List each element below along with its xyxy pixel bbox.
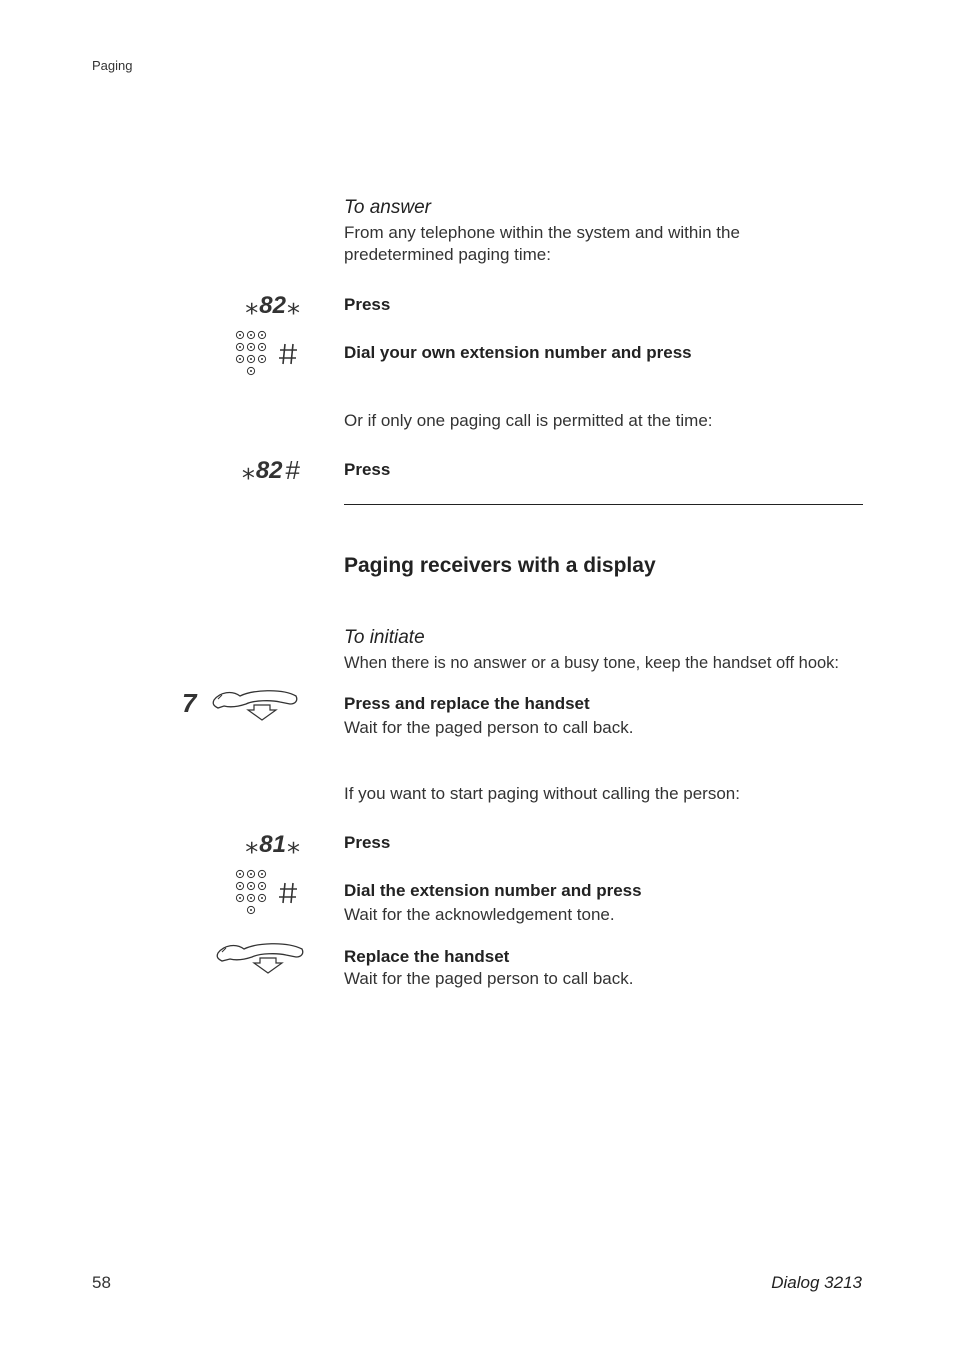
keypad-hash-group — [232, 330, 302, 378]
code-digits: 82 — [255, 456, 283, 484]
to-answer-heading: To answer — [344, 197, 431, 218]
hash-key-icon — [279, 883, 297, 903]
star-key-icon: ⁎ — [241, 455, 255, 485]
answer-step3-label: Press — [344, 460, 391, 479]
display-step2-label: Press — [344, 833, 391, 852]
display-alt-intro: If you want to start paging without calling the person: — [344, 784, 740, 803]
star-key-icon: ⁎ — [287, 829, 300, 859]
to-answer-intro: From any telephone within the system and within the predetermined paging time: — [344, 223, 740, 264]
to-initiate-heading: To initiate — [344, 627, 425, 648]
hash-key-icon: # — [285, 455, 300, 485]
keypad-icon — [232, 869, 302, 917]
display-step3-sub: Wait for the acknowledgement tone. — [344, 905, 615, 924]
page-number: 58 — [92, 1273, 111, 1292]
section-title: Paging receivers with a display — [344, 554, 656, 577]
key-7: 7 — [182, 688, 197, 718]
answer-step2-label: Dial your own extension number and press — [344, 343, 692, 362]
display-step4-label: Replace the handset — [344, 947, 510, 966]
code-star-81-star — [190, 829, 300, 860]
star-key-icon: ⁎ — [287, 290, 300, 320]
answer-step1-label: Press — [344, 295, 391, 314]
code-digits: 82 — [259, 291, 286, 319]
display-step4-sub: Wait for the paged person to call back. — [344, 969, 634, 988]
keypad-hash-group — [232, 869, 302, 917]
hash-key-icon — [279, 344, 297, 364]
running-header: Paging — [92, 58, 133, 73]
section-divider — [344, 504, 863, 505]
handset-replace-icon — [212, 688, 300, 729]
to-initiate-intro: When there is no answer or a busy tone, keep the handset off hook: — [344, 654, 840, 672]
keypad-icon — [232, 330, 302, 378]
star-key-icon: ⁎ — [245, 829, 259, 859]
display-step1-sub: Wait for the paged person to call back. — [344, 718, 634, 737]
display-step1-label: Press and replace the handset — [344, 694, 590, 713]
display-step3-label: Dial the extension number and press — [344, 881, 642, 900]
answer-alt-intro: Or if only one paging call is permitted at the time: — [344, 411, 713, 430]
code-digits: 81 — [259, 830, 286, 858]
star-key-icon: ⁎ — [245, 290, 259, 320]
code-star-82-hash — [190, 455, 300, 486]
code-star-82-star — [190, 290, 300, 321]
product-name: Dialog 3213 — [771, 1273, 862, 1292]
handset-replace-icon — [216, 941, 306, 982]
